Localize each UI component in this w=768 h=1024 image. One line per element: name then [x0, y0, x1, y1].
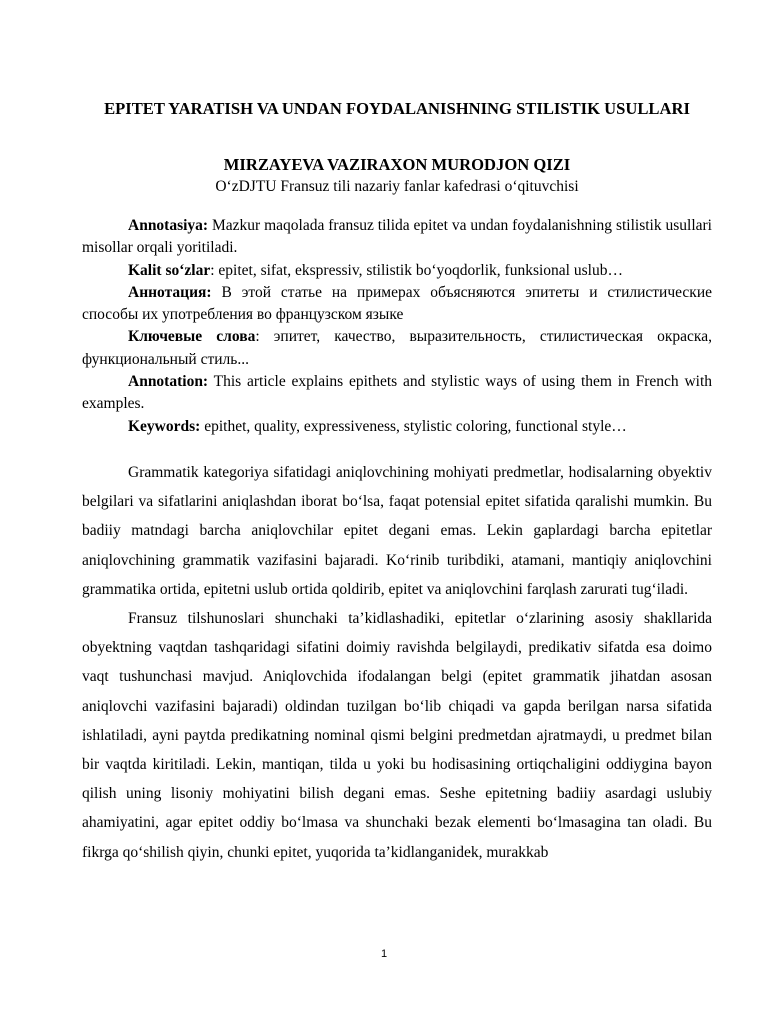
keywords-uz-text: : epitet, sifat, ekspressiv, stilistik bo‘yoqdorlik, funksional uslub… — [210, 261, 623, 279]
abstract-en-text: This article explains epithets and stylistic ways of using them in French with examples. — [82, 373, 712, 413]
abstract-ru-label: Аннотация: — [128, 283, 212, 301]
author-name: MIRZAYEVA VAZIRAXON MURODJON QIZI — [223, 155, 571, 174]
abstract-uz-text: Mazkur maqolada fransuz tilida epitet va undan foydalanishning stilistik usullari misollar orqali yoritiladi. — [82, 217, 712, 257]
abstract-en — [82, 371, 712, 416]
abstract-en-label: Annotation: — [128, 373, 209, 391]
keywords-uz — [82, 260, 712, 282]
page-number: 1 — [380, 948, 388, 960]
abstract-ru — [82, 282, 712, 327]
keywords-en-text: epithet, quality, expressiveness, stylistic coloring, functional style… — [200, 417, 627, 435]
abstract-uz — [82, 215, 712, 260]
keywords-uz-label: Kalit so‘zlar — [128, 261, 211, 279]
abstract-uz-label: Annotasiya: — [128, 217, 209, 234]
keywords-ru-text: : эпитет, качество, выразительность, стилистическая окраска, функциональный стиль... — [82, 328, 712, 368]
article-title: EPITET YARATISH VA UNDAN FOYDALANISHNING STILISTIK USULLARI — [104, 99, 690, 118]
abstract-ru-text: В этой статье на примерах объясняются эпитеты и стилистические способы их употребления во французском языке — [82, 283, 712, 324]
author-affiliation: O‘zDJTU Fransuz tili nazariy fanlar kafedrasi o‘qituvchisi — [215, 178, 579, 195]
body-paragraph: Fransuz tilshunoslari shunchaki ta’kidlashadiki, epitetlar o‘zlarining asosiy shakllarida obyektning vaqtdan tashqaridagi sifatini doimiy ravishda belgilaydi, predikativ sifatda esa doimo vaqt tushunchasi mavjud. Aniqlovchida ifodalangan belgi (epitet grammatik jihatdan asosan aniqlovchi vazifasini bajaradi) oldindan tuzilgan bo‘lib chiqadi va gapda berilgan narsa sifatida ishlatiladi, ayni paytda predikatning nominal qismi belgini predmetdan ajratmaydi, u predmet bilan bir vaqtda kiritiladi. Lekin, mantiqan, tilda u yoki bu hodisasining ortiqchaligini oddiygina bayon qilish uning lisoniy mohiyatini bilish degani emas. Seshe epitetning badiiy asardagi uslubiy ahamiyatini, agar epitet oddiy bo‘lmasa va shunchaki bezak elementi bo‘lmasagina tan oladi. Bu fikrga qo‘shilish qiyin, chunki epitet, yuqorida ta’kidlanganidek, murakkab — [82, 610, 712, 861]
keywords-ru-label: Ключевые слова — [128, 328, 256, 346]
keywords-en — [82, 416, 712, 438]
keywords-en-label: Keywords: — [128, 417, 201, 435]
keywords-ru — [82, 326, 712, 371]
body-paragraph: Grammatik kategoriya sifatidagi aniqlovchining mohiyati predmetlar, hodisalarning obyektiv belgilari va sifatlarini aniqlashdan iborat bo‘lsa, faqat potensial epitet sifatida qaralishi mumkin. Bu badiiy matndagi barcha aniqlovchilar epitet degani emas. Lekin gaplardagi barcha epitetlar aniqlovchining grammatik vazifasini bajaradi. Ko‘rinib turibdiki, atamani, mantiqiy aniqlovchini grammatika ortida, epitetni uslub ortida qoldirib, epitet va aniqlovchini farqlash zarurati tug‘iladi. — [82, 464, 712, 598]
body-text — [82, 458, 712, 867]
abstract-section — [82, 215, 712, 438]
